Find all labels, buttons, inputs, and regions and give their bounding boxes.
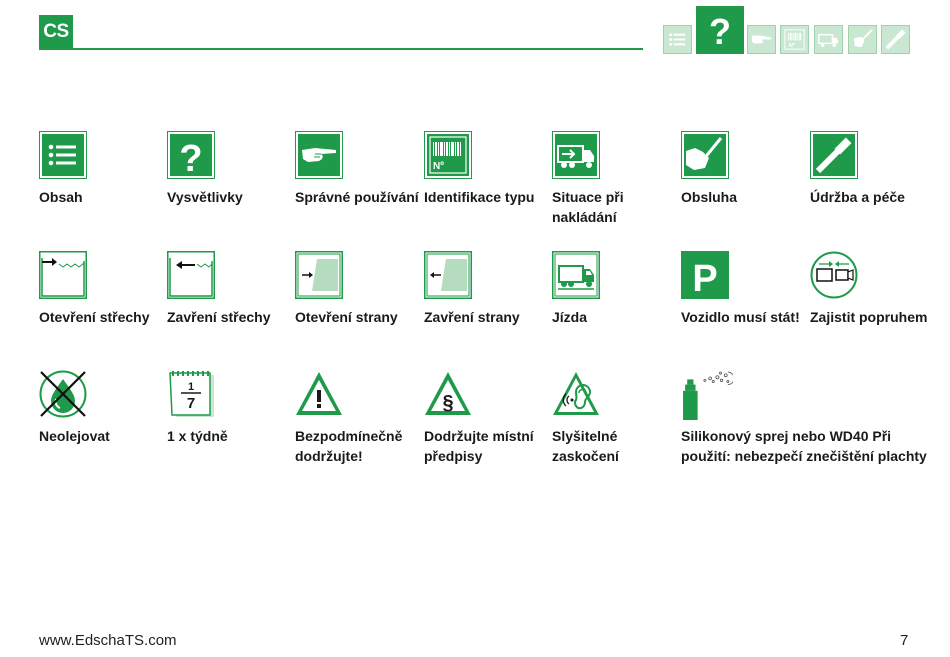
legend-item-silicone-spray — [681, 370, 941, 466]
legend-label: Vozidlo musí stát! — [681, 309, 800, 325]
footer-url: www.EdschaTS.com — [39, 632, 177, 649]
strap-icon — [810, 251, 858, 299]
truck-loading-icon — [552, 131, 600, 179]
legend-item-open-roof — [39, 251, 164, 327]
legend-item-strap — [810, 251, 935, 327]
legend-label: Údržba a péče — [810, 189, 905, 205]
legend-item-correct-use — [295, 131, 420, 207]
svg-text:Nº: Nº — [433, 161, 444, 172]
legend-item-close-roof — [167, 251, 292, 327]
legend-label: Obsluha — [681, 189, 738, 205]
no-oil-icon — [39, 370, 87, 418]
legend-label: Neolejovat — [39, 428, 110, 444]
driving-truck-icon — [552, 251, 600, 299]
header-rule — [39, 48, 643, 50]
maintenance-icon — [882, 26, 909, 53]
svg-text:?: ? — [179, 138, 203, 179]
legend-item-no-oil — [39, 370, 164, 446]
legend-item-operation — [681, 131, 806, 207]
nav-contents-button[interactable] — [663, 25, 692, 54]
legend-item-close-side — [424, 251, 549, 327]
question-icon — [167, 131, 215, 179]
fraction-denominator: 7 — [186, 395, 196, 412]
list-icon — [664, 26, 691, 53]
open-side-icon — [295, 251, 343, 299]
audible-click-icon — [552, 370, 600, 418]
nav-correct-use-button[interactable] — [747, 25, 776, 54]
calendar-icon — [167, 370, 215, 418]
pointing-hand-icon — [748, 26, 775, 53]
legend-item-driving — [552, 251, 677, 327]
parking-icon — [681, 251, 729, 299]
barcode-icon — [781, 26, 808, 53]
hand-pen-icon — [681, 131, 729, 179]
legend-label: Vysvětlivky — [167, 189, 243, 205]
hand-pen-icon — [849, 26, 876, 53]
legend-item-open-side — [295, 251, 420, 327]
legend-label: Situace při nakládání — [552, 189, 624, 225]
nav-maintenance-button[interactable] — [881, 25, 910, 54]
close-side-icon — [424, 251, 472, 299]
page-number: 7 — [900, 632, 909, 649]
truck-icon — [815, 26, 842, 53]
legend-label: Zavření střechy — [167, 309, 271, 325]
maintenance-icon — [810, 131, 858, 179]
legend-item-audible-click — [552, 370, 677, 466]
legend-label: Otevření strany — [295, 309, 398, 325]
legend-item-local-regulations — [424, 370, 549, 466]
language-badge: CS — [39, 15, 73, 49]
nav-loading-situation-button[interactable] — [814, 25, 843, 54]
legend-label: Otevření střechy — [39, 309, 150, 325]
pointing-hand-icon — [295, 131, 343, 179]
svg-text:P: P — [692, 258, 718, 299]
legend-label: Zajistit popruhem — [810, 309, 928, 325]
paragraph-warning-icon — [424, 370, 472, 418]
legend-label: Zavření strany — [424, 309, 520, 325]
legend-label: Slyšitelné zaskočení — [552, 428, 619, 464]
legend-item-explanations — [167, 131, 292, 207]
legend-label: Správné používání — [295, 189, 419, 205]
legend-label: Dodržujte místní předpisy — [424, 428, 534, 464]
list-icon — [39, 131, 87, 179]
barcode-icon — [424, 131, 472, 179]
legend-label: Identifikace typu — [424, 189, 535, 205]
svg-text:Nº: Nº — [788, 43, 795, 50]
legend-item-type-identification — [424, 131, 549, 207]
legend-label: Jízda — [552, 309, 588, 325]
spray-can-icon — [681, 370, 733, 420]
fraction-numerator: 1 — [187, 381, 195, 393]
nav-type-identification-button[interactable] — [780, 25, 809, 54]
svg-text:§: § — [442, 392, 454, 414]
legend-item-loading-situation — [552, 131, 677, 227]
nav-operation-button[interactable] — [848, 25, 877, 54]
legend-item-contents — [39, 131, 164, 207]
legend-label: 1 x týdně — [167, 428, 228, 444]
legend-item-warning — [295, 370, 420, 466]
legend-item-parking — [681, 251, 806, 327]
open-roof-icon — [39, 251, 87, 299]
warning-icon — [295, 370, 343, 418]
legend-item-maintenance — [810, 131, 935, 207]
close-roof-icon — [167, 251, 215, 299]
legend-label: Bezpodmínečně dodržujte! — [295, 428, 403, 464]
nav-explanations-button[interactable] — [696, 6, 744, 54]
legend-item-weekly — [167, 370, 292, 446]
legend-label: Silikonový sprej nebo WD40 Při použití: nebezpečí znečištění plachty — [681, 428, 927, 464]
legend-label: Obsah — [39, 189, 83, 205]
question-icon — [698, 8, 742, 52]
svg-text:?: ? — [709, 11, 731, 52]
